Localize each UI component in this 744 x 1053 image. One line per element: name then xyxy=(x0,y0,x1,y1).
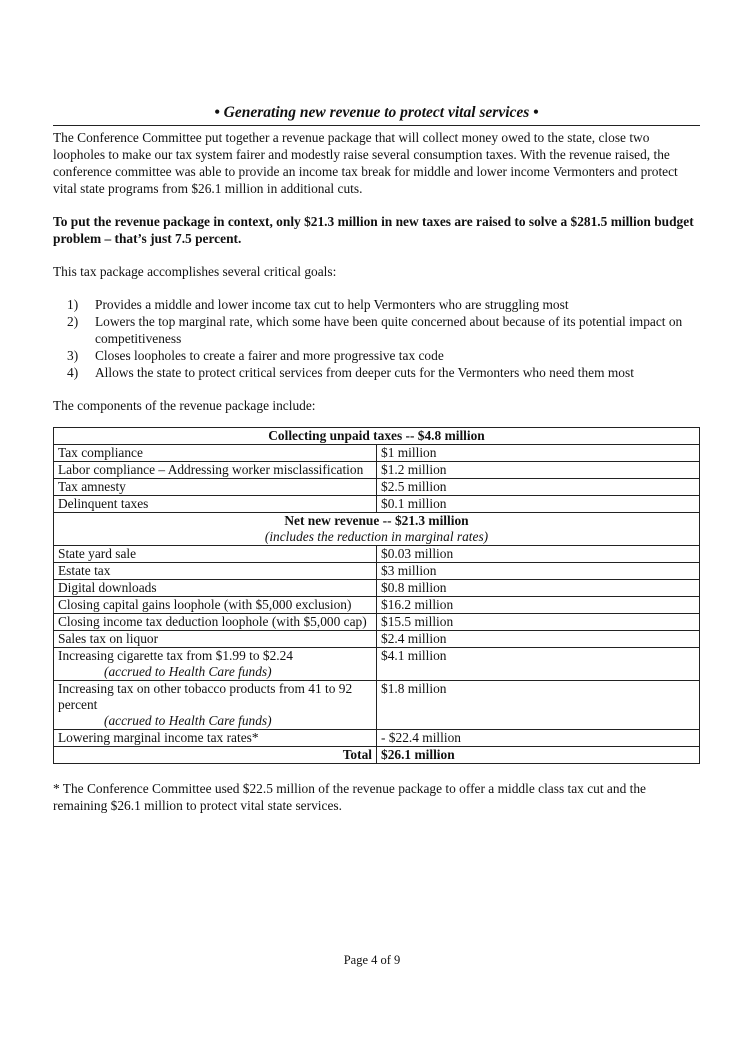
goal-text: Lowers the top marginal rate, which some have been quite concerned about because of its potential impact on competitiveness xyxy=(95,314,683,346)
section-header-row xyxy=(54,428,700,445)
row-item: Digital downloads xyxy=(54,580,377,597)
row-amount: $2.4 million xyxy=(377,631,700,648)
row-item: Delinquent taxes xyxy=(54,496,377,513)
goal-text: Closes loopholes to create a fairer and more progressive tax code xyxy=(95,348,444,363)
section-subtitle: (includes the reduction in marginal rates) xyxy=(264,529,489,544)
row-item-tobacco xyxy=(54,681,377,730)
goal-text: Provides a middle and lower income tax cut to help Vermonters who are struggling most xyxy=(95,297,569,312)
table-row xyxy=(54,597,700,614)
goals-list xyxy=(53,296,700,381)
row-amount: $0.1 million xyxy=(377,496,700,513)
row-amount: $0.03 million xyxy=(377,546,700,563)
table-row xyxy=(54,730,700,747)
components-lead: The components of the revenue package include: xyxy=(53,398,316,413)
goal-item xyxy=(53,347,700,364)
total-row xyxy=(54,747,700,764)
row-amount: $2.5 million xyxy=(377,479,700,496)
row-item: Tax compliance xyxy=(54,445,377,462)
table-row xyxy=(54,546,700,563)
goal-number: 1) xyxy=(67,297,79,312)
page-content xyxy=(53,103,700,814)
row-amount: $1.8 million xyxy=(377,681,700,730)
row-item-note: (accrued to Health Care funds) xyxy=(104,713,272,728)
table-row xyxy=(54,648,700,681)
row-item-text: Increasing cigarette tax from $1.99 to $2.24 xyxy=(58,648,294,663)
row-item: Tax amnesty xyxy=(54,479,377,496)
row-item-text: Increasing tax on other tobacco products from 41 to 92 percent xyxy=(58,681,353,712)
intro-paragraph: The Conference Committee put together a revenue package that will collect money owed to the state, close two loopholes to make our tax system fairer and modestly raise several consumption taxes. With the revenue raised, the conference committee was able to provide an income tax break for middle and lower income Vermonters and protect vital state programs from $26.1 million in additional cuts. xyxy=(53,130,678,196)
goal-text: Allows the state to protect critical services from deeper cuts for the Vermonters who need them most xyxy=(95,365,634,380)
table-row xyxy=(54,445,700,462)
row-amount: $1.2 million xyxy=(377,462,700,479)
table-row xyxy=(54,496,700,513)
table-row xyxy=(54,563,700,580)
row-amount: $3 million xyxy=(377,563,700,580)
row-item: Sales tax on liquor xyxy=(54,631,377,648)
row-item: Lowering marginal income tax rates* xyxy=(54,730,377,747)
row-amount: $0.8 million xyxy=(377,580,700,597)
row-amount: $1 million xyxy=(377,445,700,462)
goal-item xyxy=(53,296,700,313)
table-row xyxy=(54,479,700,496)
row-amount: $15.5 million xyxy=(377,614,700,631)
goals-lead: This tax package accomplishes several critical goals: xyxy=(53,264,337,279)
row-amount: $16.2 million xyxy=(377,597,700,614)
row-item: Closing income tax deduction loophole (with $5,000 cap) xyxy=(54,614,377,631)
row-amount: - $22.4 million xyxy=(377,730,700,747)
row-item-cigarette xyxy=(54,648,377,681)
goal-number: 3) xyxy=(67,348,79,363)
section-heading: • Generating new revenue to protect vital services • xyxy=(53,103,700,126)
row-item: State yard sale xyxy=(54,546,377,563)
total-label: Total xyxy=(54,747,377,764)
row-amount: $4.1 million xyxy=(377,648,700,681)
footnote: * The Conference Committee used $22.5 million of the revenue package to offer a middle class tax cut and the remaining $26.1 million to protect vital state services. xyxy=(53,781,646,813)
row-item: Closing capital gains loophole (with $5,000 exclusion) xyxy=(54,597,377,614)
table-row xyxy=(54,580,700,597)
row-item-note: (accrued to Health Care funds) xyxy=(104,664,272,679)
section-title-net-new-revenue xyxy=(54,513,700,546)
table-row xyxy=(54,614,700,631)
row-item: Estate tax xyxy=(54,563,377,580)
section-header-row xyxy=(54,513,700,546)
row-item: Labor compliance – Addressing worker misclassification xyxy=(54,462,377,479)
goal-number: 2) xyxy=(67,314,79,329)
revenue-table xyxy=(53,427,700,764)
goal-item xyxy=(53,313,700,347)
table-row xyxy=(54,681,700,730)
goal-item xyxy=(53,364,700,381)
page-number: Page 4 of 9 xyxy=(343,953,401,967)
section-title: Net new revenue -- $21.3 million xyxy=(284,513,469,528)
table-row xyxy=(54,462,700,479)
total-amount: $26.1 million xyxy=(377,747,700,764)
context-paragraph: To put the revenue package in context, only $21.3 million in new taxes are raised to solve a $281.5 million budget problem – that’s just 7.5 percent. xyxy=(53,214,694,246)
goal-number: 4) xyxy=(67,365,79,380)
table-row xyxy=(54,631,700,648)
section-title-unpaid-taxes: Collecting unpaid taxes -- $4.8 million xyxy=(54,428,700,445)
